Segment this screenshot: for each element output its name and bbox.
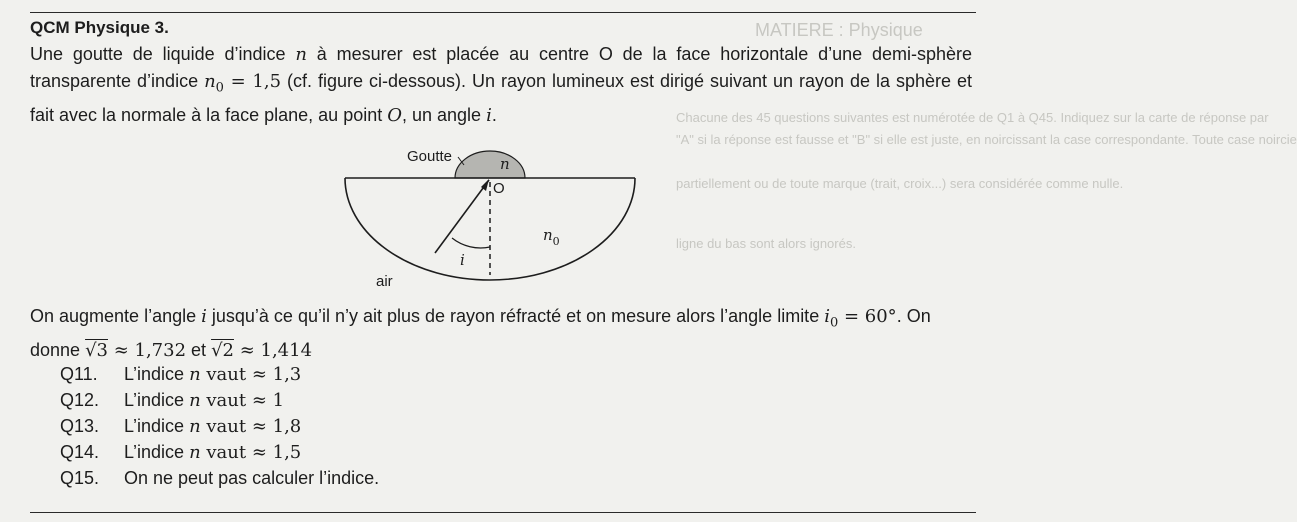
label-n: n [500, 155, 510, 173]
angle-arc [452, 238, 490, 248]
droplet-shape [455, 151, 525, 178]
var-O: O [387, 104, 402, 126]
question-q11: Q11. L’indice n vaut ≈ 1,3 [60, 364, 302, 385]
question-q13: Q13. L’indice n vaut ≈ 1,8 [60, 416, 302, 437]
question-q14: Q14. L’indice n vaut ≈ 1,5 [60, 442, 302, 463]
background-bleed-line: ligne du bas sont alors ignorés. [676, 236, 856, 251]
label-air: air [376, 273, 393, 290]
question-q12: Q12. L’indice n vaut ≈ 1 [60, 390, 285, 411]
var-n: n [295, 44, 307, 65]
problem-statement: Une goutte de liquide d’indice n à mesurer est placée au centre O de la face horizontale d’une demi-sphère transparente d’indice $n_0 = 1,5$ (cf. figure ci-dessous). Un rayon lumineux est dirigé suivant un rayon de la sphère et fait avec la normale à la face plane, au point O, un angle i. [30, 44, 973, 126]
label-i: i [460, 251, 465, 269]
label-O: O [493, 180, 505, 197]
incident-ray [435, 180, 489, 253]
label-goutte: Goutte [407, 148, 453, 165]
var-n0: n [204, 71, 216, 92]
background-bleed-line: partiellement ou de toute marque (trait, croix...) sera considérée comme nulle. [676, 176, 1124, 191]
background-bleed-title: MATIERE : Physique [755, 20, 923, 40]
question-q15: Q15. On ne peut pas calculer l’indice. [60, 468, 380, 488]
background-bleed-line: "A" si la réponse est fausse et "B" si elle est juste, en noircissant la case correspondante. Toute case noircie [676, 132, 1297, 147]
label-n0: $n_0$ [543, 226, 560, 248]
page-title: QCM Physique 3. [30, 18, 169, 37]
sqrt2: √2 [211, 339, 234, 361]
bottom-rule [30, 512, 976, 513]
var-i: i [486, 104, 492, 126]
background-bleed-line: Chacune des 45 questions suivantes est numérotée de Q1 à Q45. Indiquez sur la carte de réponse par [676, 110, 1269, 125]
problem-statement-2: On augmente l’angle i jusqu’à ce qu’il n’y ait plus de rayon réfracté et on mesure alors l’angle limite $i_0 = 60^\circ$. On donne √3 ≈ 1,732 et √2 ≈ 1,414 [30, 306, 931, 361]
sqrt3: √3 [85, 339, 108, 361]
top-rule [30, 12, 976, 13]
hemisphere-figure [340, 135, 680, 295]
